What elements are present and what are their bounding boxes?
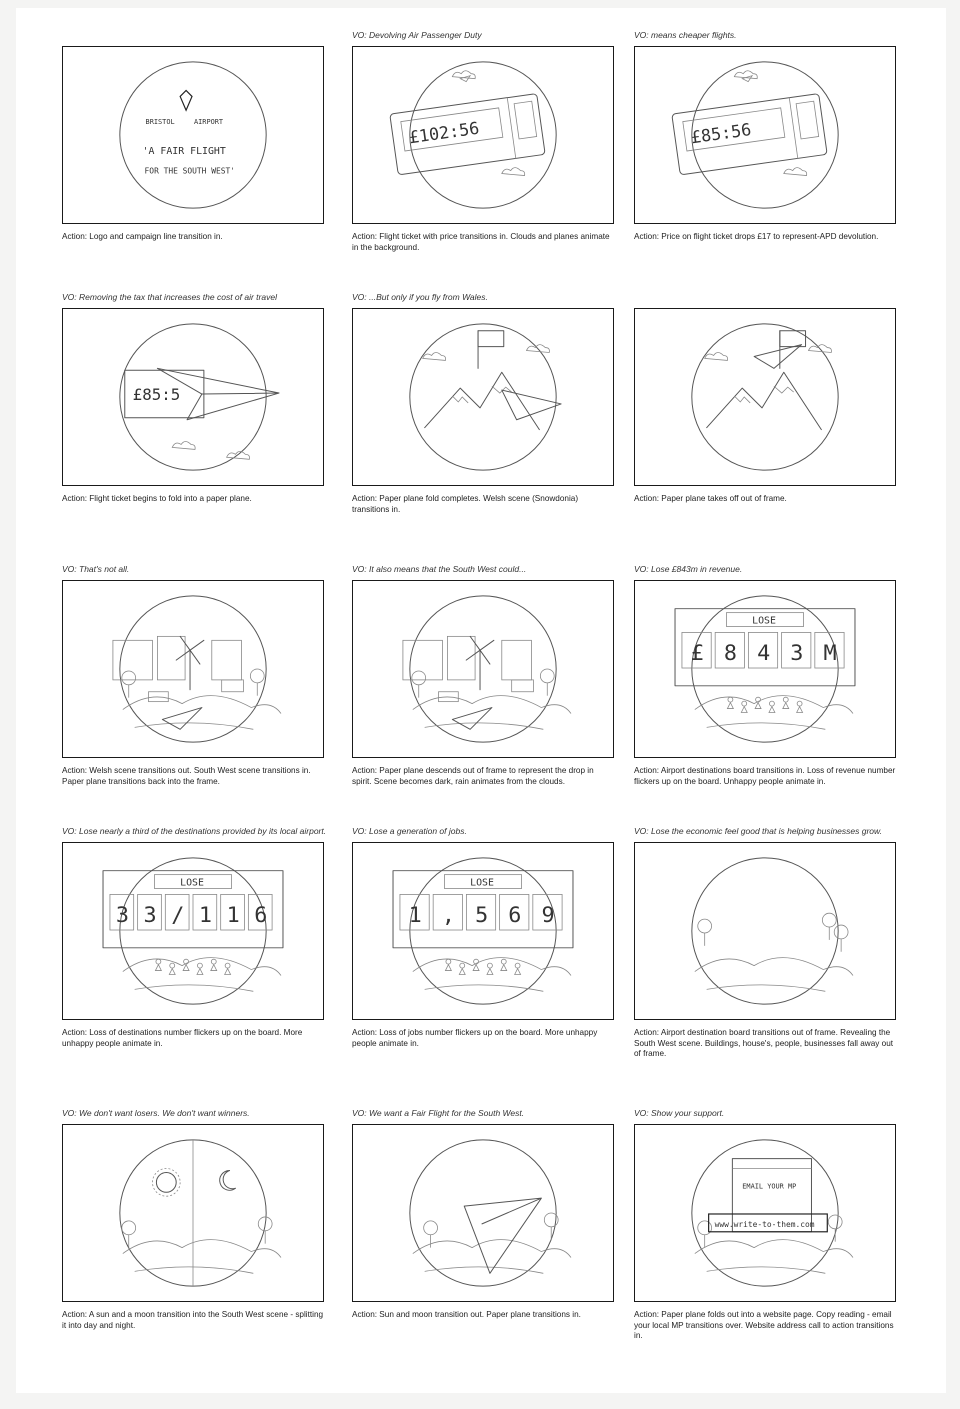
action-caption: Action: Paper plane descends out of frame to represent the drop in spirit. Scene becomes dark, rain animates from the clouds. xyxy=(352,766,594,786)
sketch-drawing xyxy=(635,47,895,223)
scene-circle xyxy=(120,62,266,208)
voiceover-text: VO: Lose the economic feel good that is helping businesses grow. xyxy=(634,826,883,836)
tractor xyxy=(512,680,534,692)
person xyxy=(197,963,203,974)
campaign-line-2: FOR THE SOUTH WEST' xyxy=(144,166,236,176)
person xyxy=(501,959,507,970)
sketch-frame xyxy=(62,842,324,1020)
voiceover-text: VO: Lose £843m in revenue. xyxy=(634,564,743,574)
scene-circle xyxy=(120,596,266,742)
website-url: www.write-to-them.com xyxy=(714,1219,815,1229)
tree xyxy=(828,1215,842,1242)
board-title: LOSE xyxy=(470,877,494,889)
board-digit: 3 xyxy=(115,903,129,929)
storyboard-panel xyxy=(634,292,904,554)
storyboard-panel xyxy=(634,1108,904,1370)
board-digit: 5 xyxy=(475,903,489,929)
paper-plane xyxy=(754,345,801,369)
action-caption: Action: A sun and a moon transition into the South West scene - splitting it into day and night. xyxy=(62,1310,324,1330)
windmill xyxy=(176,636,204,689)
sketch-frame xyxy=(352,308,614,486)
storyboard-panel xyxy=(352,30,622,292)
voiceover-text: VO: Lose nearly a third of the destinations provided by its local airport. xyxy=(62,826,327,836)
person xyxy=(459,963,465,974)
storyboard-panel xyxy=(352,826,622,1088)
board-title: LOSE xyxy=(180,877,204,889)
sketch-drawing xyxy=(635,1125,895,1301)
voiceover-text xyxy=(62,30,362,44)
storyboard-panel xyxy=(634,564,904,826)
action-caption: Action: Flight ticket begins to fold into a paper plane. xyxy=(62,494,252,503)
sketch-drawing xyxy=(635,843,895,1019)
sketch-frame xyxy=(62,1124,324,1302)
cloud xyxy=(784,168,807,176)
voiceover-text: VO: means cheaper flights. xyxy=(634,30,737,40)
flight-ticket xyxy=(672,94,827,175)
board-digit: 3 xyxy=(143,903,157,929)
board-digit: 1 xyxy=(198,903,213,929)
storyboard-panel xyxy=(62,30,332,292)
person xyxy=(211,959,217,970)
action-caption: Action: Airport destinations board transitions in. Loss of revenue number flickers up on the board. Unhappy people animate in. xyxy=(634,766,896,786)
board-digit: 4 xyxy=(757,641,771,667)
person xyxy=(769,701,775,712)
voiceover-text: VO: We want a Fair Flight for the South West. xyxy=(352,1108,525,1118)
action-caption: Action: Paper plane fold completes. Welsh scene (Snowdonia) transitions in. xyxy=(352,494,579,514)
scene-circle xyxy=(410,324,556,470)
sketch-drawing xyxy=(63,581,323,757)
person xyxy=(487,963,493,974)
action-caption: Action: Flight ticket with price transitions in. Clouds and planes animate in the background. xyxy=(352,232,610,252)
voiceover-text: VO: Removing the tax that increases the cost of air travel xyxy=(62,292,277,302)
person xyxy=(797,701,803,712)
sketch-drawing xyxy=(353,1125,613,1301)
ticket-price: £102:56 xyxy=(407,117,481,148)
person xyxy=(727,697,733,708)
sketch-frame xyxy=(352,1124,614,1302)
board-digit: / xyxy=(171,903,185,929)
mountains xyxy=(425,372,540,429)
sketch-drawing xyxy=(353,843,613,1019)
mountains xyxy=(707,372,822,429)
storyboard-panel xyxy=(352,292,622,554)
person xyxy=(225,963,231,974)
sketch-frame xyxy=(634,580,896,758)
buildings xyxy=(403,640,443,680)
sketch-drawing xyxy=(63,309,323,485)
board-digit: 3 xyxy=(790,641,804,667)
ticket-price: £85:5 xyxy=(132,384,181,404)
campaign-line-1: 'A FAIR FLIGHT xyxy=(142,145,226,157)
sketch-frame xyxy=(62,308,324,486)
person xyxy=(783,697,789,708)
sketch-drawing xyxy=(63,47,323,223)
board-digit: £ xyxy=(690,641,704,667)
cloud xyxy=(423,353,446,361)
voiceover-text: VO: That's not all. xyxy=(62,564,130,574)
action-caption: Action: Loss of jobs number flickers up on the board. More unhappy people animate in. xyxy=(352,1028,598,1048)
moon-icon xyxy=(220,1170,236,1190)
board-digit: M xyxy=(823,641,837,667)
sketch-drawing xyxy=(353,47,613,223)
sketch-frame xyxy=(634,1124,896,1302)
plane-icon xyxy=(460,76,470,82)
action-caption: Action: Loss of destinations number flickers up on the board. More unhappy people animate in. xyxy=(62,1028,303,1048)
paper-plane xyxy=(502,390,561,420)
action-caption: Action: Logo and campaign line transition in. xyxy=(62,232,223,241)
sun-icon xyxy=(156,1172,176,1192)
tree xyxy=(822,913,836,940)
paper-plane xyxy=(162,708,202,730)
storyboard-panel xyxy=(62,292,332,554)
buildings xyxy=(113,640,153,680)
person xyxy=(169,963,175,974)
tree xyxy=(258,1217,272,1244)
scene-circle xyxy=(410,1140,556,1286)
storyboard-panel xyxy=(62,564,332,826)
windmill xyxy=(466,636,494,689)
sketch-frame xyxy=(352,580,614,758)
board-digit: 6 xyxy=(254,903,268,929)
sketch-frame xyxy=(352,842,614,1020)
scene-circle xyxy=(692,858,838,1004)
voiceover-text xyxy=(634,292,934,306)
sketch-frame xyxy=(634,46,896,224)
voiceover-text: VO: We don't want losers. We don't want winners. xyxy=(62,1108,250,1118)
board-digit: 1 xyxy=(408,903,422,929)
logo-text-left: BRISTOL xyxy=(145,118,175,127)
board-digit: , xyxy=(441,903,455,929)
action-caption: Action: Price on flight ticket drops £17 to represent-APD devolution. xyxy=(634,232,879,241)
sketch-frame xyxy=(634,842,896,1020)
action-caption: Action: Paper plane folds out into a website page. Copy reading - email your local MP transitions over. Website address call to action transitions in. xyxy=(634,1310,894,1340)
voiceover-text: VO: Show your support. xyxy=(634,1108,725,1118)
tree xyxy=(698,919,712,946)
action-caption: Action: Welsh scene transitions out. South West scene transitions in. Paper plane transitions back into the frame. xyxy=(62,766,311,786)
storyboard-panel xyxy=(634,826,904,1088)
tree xyxy=(424,1221,438,1248)
scene-circle xyxy=(410,596,556,742)
person xyxy=(155,959,161,970)
storyboard-panel xyxy=(62,1108,332,1370)
board-digit: 9 xyxy=(541,903,555,929)
storyboard-panel xyxy=(634,30,904,292)
voiceover-text: VO: It also means that the South West could... xyxy=(352,564,527,574)
sketch-frame xyxy=(634,308,896,486)
voiceover-text: VO: Lose a generation of jobs. xyxy=(352,826,467,836)
ticket-price: £85:56 xyxy=(689,119,753,148)
person xyxy=(445,959,451,970)
board-digit: 6 xyxy=(508,903,522,929)
scene-circle xyxy=(692,324,838,470)
board-digit: 8 xyxy=(723,641,737,667)
cloud xyxy=(172,441,195,449)
flight-ticket xyxy=(390,94,545,175)
sketch-drawing xyxy=(635,309,895,485)
plane-icon xyxy=(742,76,752,82)
welsh-flag xyxy=(478,331,504,347)
scene-circle xyxy=(692,1140,838,1286)
sketch-drawing xyxy=(63,1125,323,1301)
storyboard-panel xyxy=(62,826,332,1088)
storyboard-panel xyxy=(352,1108,622,1370)
sketch-drawing xyxy=(63,843,323,1019)
voiceover-text: VO: Devolving Air Passenger Duty xyxy=(352,30,482,40)
sketch-drawing xyxy=(635,581,895,757)
storyboard-page xyxy=(16,8,946,1393)
cloud xyxy=(705,353,728,361)
sketch-frame xyxy=(352,46,614,224)
sketch-drawing xyxy=(353,309,613,485)
cloud xyxy=(227,451,250,459)
board-digit: 1 xyxy=(226,903,240,929)
paper-plane xyxy=(452,708,492,730)
tree xyxy=(698,1221,712,1248)
paper-plane xyxy=(464,1198,541,1273)
person xyxy=(741,701,747,712)
cloud xyxy=(502,168,525,176)
person xyxy=(515,963,521,974)
tree xyxy=(122,1221,136,1248)
voiceover-text: VO: ...But only if you fly from Wales. xyxy=(352,292,488,302)
sketch-frame xyxy=(62,46,324,224)
action-caption: Action: Sun and moon transition out. Paper plane transitions in. xyxy=(352,1310,581,1319)
storyboard-panel xyxy=(352,564,622,826)
sketch-frame xyxy=(62,580,324,758)
logo-mark xyxy=(180,91,192,111)
email-mp-text: EMAIL YOUR MP xyxy=(742,1182,797,1191)
board-title: LOSE xyxy=(752,615,776,627)
action-caption: Action: Airport destination board transitions out of frame. Revealing the South West scene. Buildings, house's, people, businesses fall away out of frame. xyxy=(634,1028,894,1058)
tractor xyxy=(222,680,244,692)
action-caption: Action: Paper plane takes off out of frame. xyxy=(634,494,787,503)
sketch-drawing xyxy=(353,581,613,757)
logo-text-right: AIRPORT xyxy=(193,118,224,127)
